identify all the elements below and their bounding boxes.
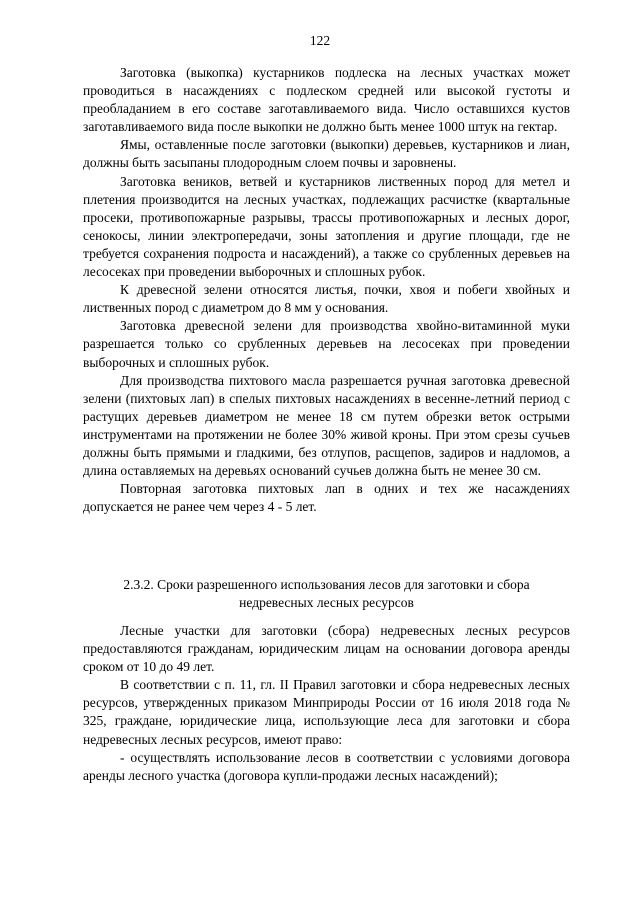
text-block-bottom <box>83 622 570 785</box>
paragraph-shrub-harvesting: Заготовка (выкопка) кустарников подлеска на лесных участках может проводиться в насаждениях с подлеском средней или высокой густоты и преобладанием в его составе заготавливаемого вида. Число оставшихся кустов заготавливаемого вида после выкопки не должно быть менее 1000 штук на гектар. <box>83 65 570 135</box>
paragraph-vitamin-flour: Заготовка древесной зелени для производства хвойно-витаминной муки разрешается только со срубленных деревьев на лесосеках при проведении выборочных и сплошных рубок. <box>83 318 570 370</box>
section-heading <box>83 576 570 612</box>
paragraph-fir-oil: Для производства пихтового масла разрешается ручная заготовка древесной зелени (пихтовых лап) в спелых пихтовых насаждениях в весенне-летний период с растущих деревьев диаметром не менее 18 см путем обрезки веток острыми инструментами на протяжении не более 30% живой кроны. При этом срезы сучьев должны быть прямыми и гладкими, без отлупов, расщепов, задиров и надломов, а длина оставляемых на деревьях оснований сучьев должна быть не менее 30 см. <box>83 372 570 479</box>
text-block-top <box>83 64 570 516</box>
paragraph-brooms-branches: Заготовка веников, ветвей и кустарников лиственных пород для метел и плетения производится на лесных участках, подлежащих расчистке (квартальные просеки, противопожарные разрывы, трассы противопожарных и лесных дорог, сенокосы, линии электропередачи, зоны затопления и другие площади, где не требуется сохранения подроста и насаждений), а также со срубленных деревьев на лесосеках при проведении выборочных и сплошных рубок. <box>83 173 570 280</box>
section-heading-line-1: 2.3.2. Сроки разрешенного использования лесов для заготовки и сбора <box>123 577 530 592</box>
paragraph-pits-filling: Ямы, оставленные после заготовки (выкопки) деревьев, кустарников и лиан, должны быть засыпаны плодородным слоем почвы и заровнены. <box>83 137 570 171</box>
section-heading-line-2: недревесных лесных ресурсов <box>239 595 414 611</box>
paragraph-lease-term: Лесные участки для заготовки (сбора) недревесных лесных ресурсов предоставляются гражданам, юридическим лицам на основании договора аренды сроком от 10 до 49 лет. <box>83 623 570 675</box>
paragraph-repeat-harvest: Повторная заготовка пихтовых лап в одних и тех же насаждениях допускается не ранее чем через 4 - 5 лет. <box>83 481 570 515</box>
paragraph-wood-greenery-definition: К древесной зелени относятся листья, почки, хвоя и побеги хвойных и лиственных пород с диаметром до 8 мм у основания. <box>83 282 570 316</box>
paragraph-right-item: - осуществлять использование лесов в соответствии с условиями договора аренды лесного участка (договора купли-продажи лесных насаждений); <box>83 749 570 783</box>
paragraph-rules-reference: В соответствии с п. 11, гл. II Правил заготовки и сбора недревесных лесных ресурсов, утвержденных приказом Минприроды России от 16 июля 2018 года № 325, граждане, юридические лица, использующие леса для заготовки и сбора недревесных лесных ресурсов, имеют право: <box>83 677 570 747</box>
page-number: 122 <box>309 33 331 48</box>
